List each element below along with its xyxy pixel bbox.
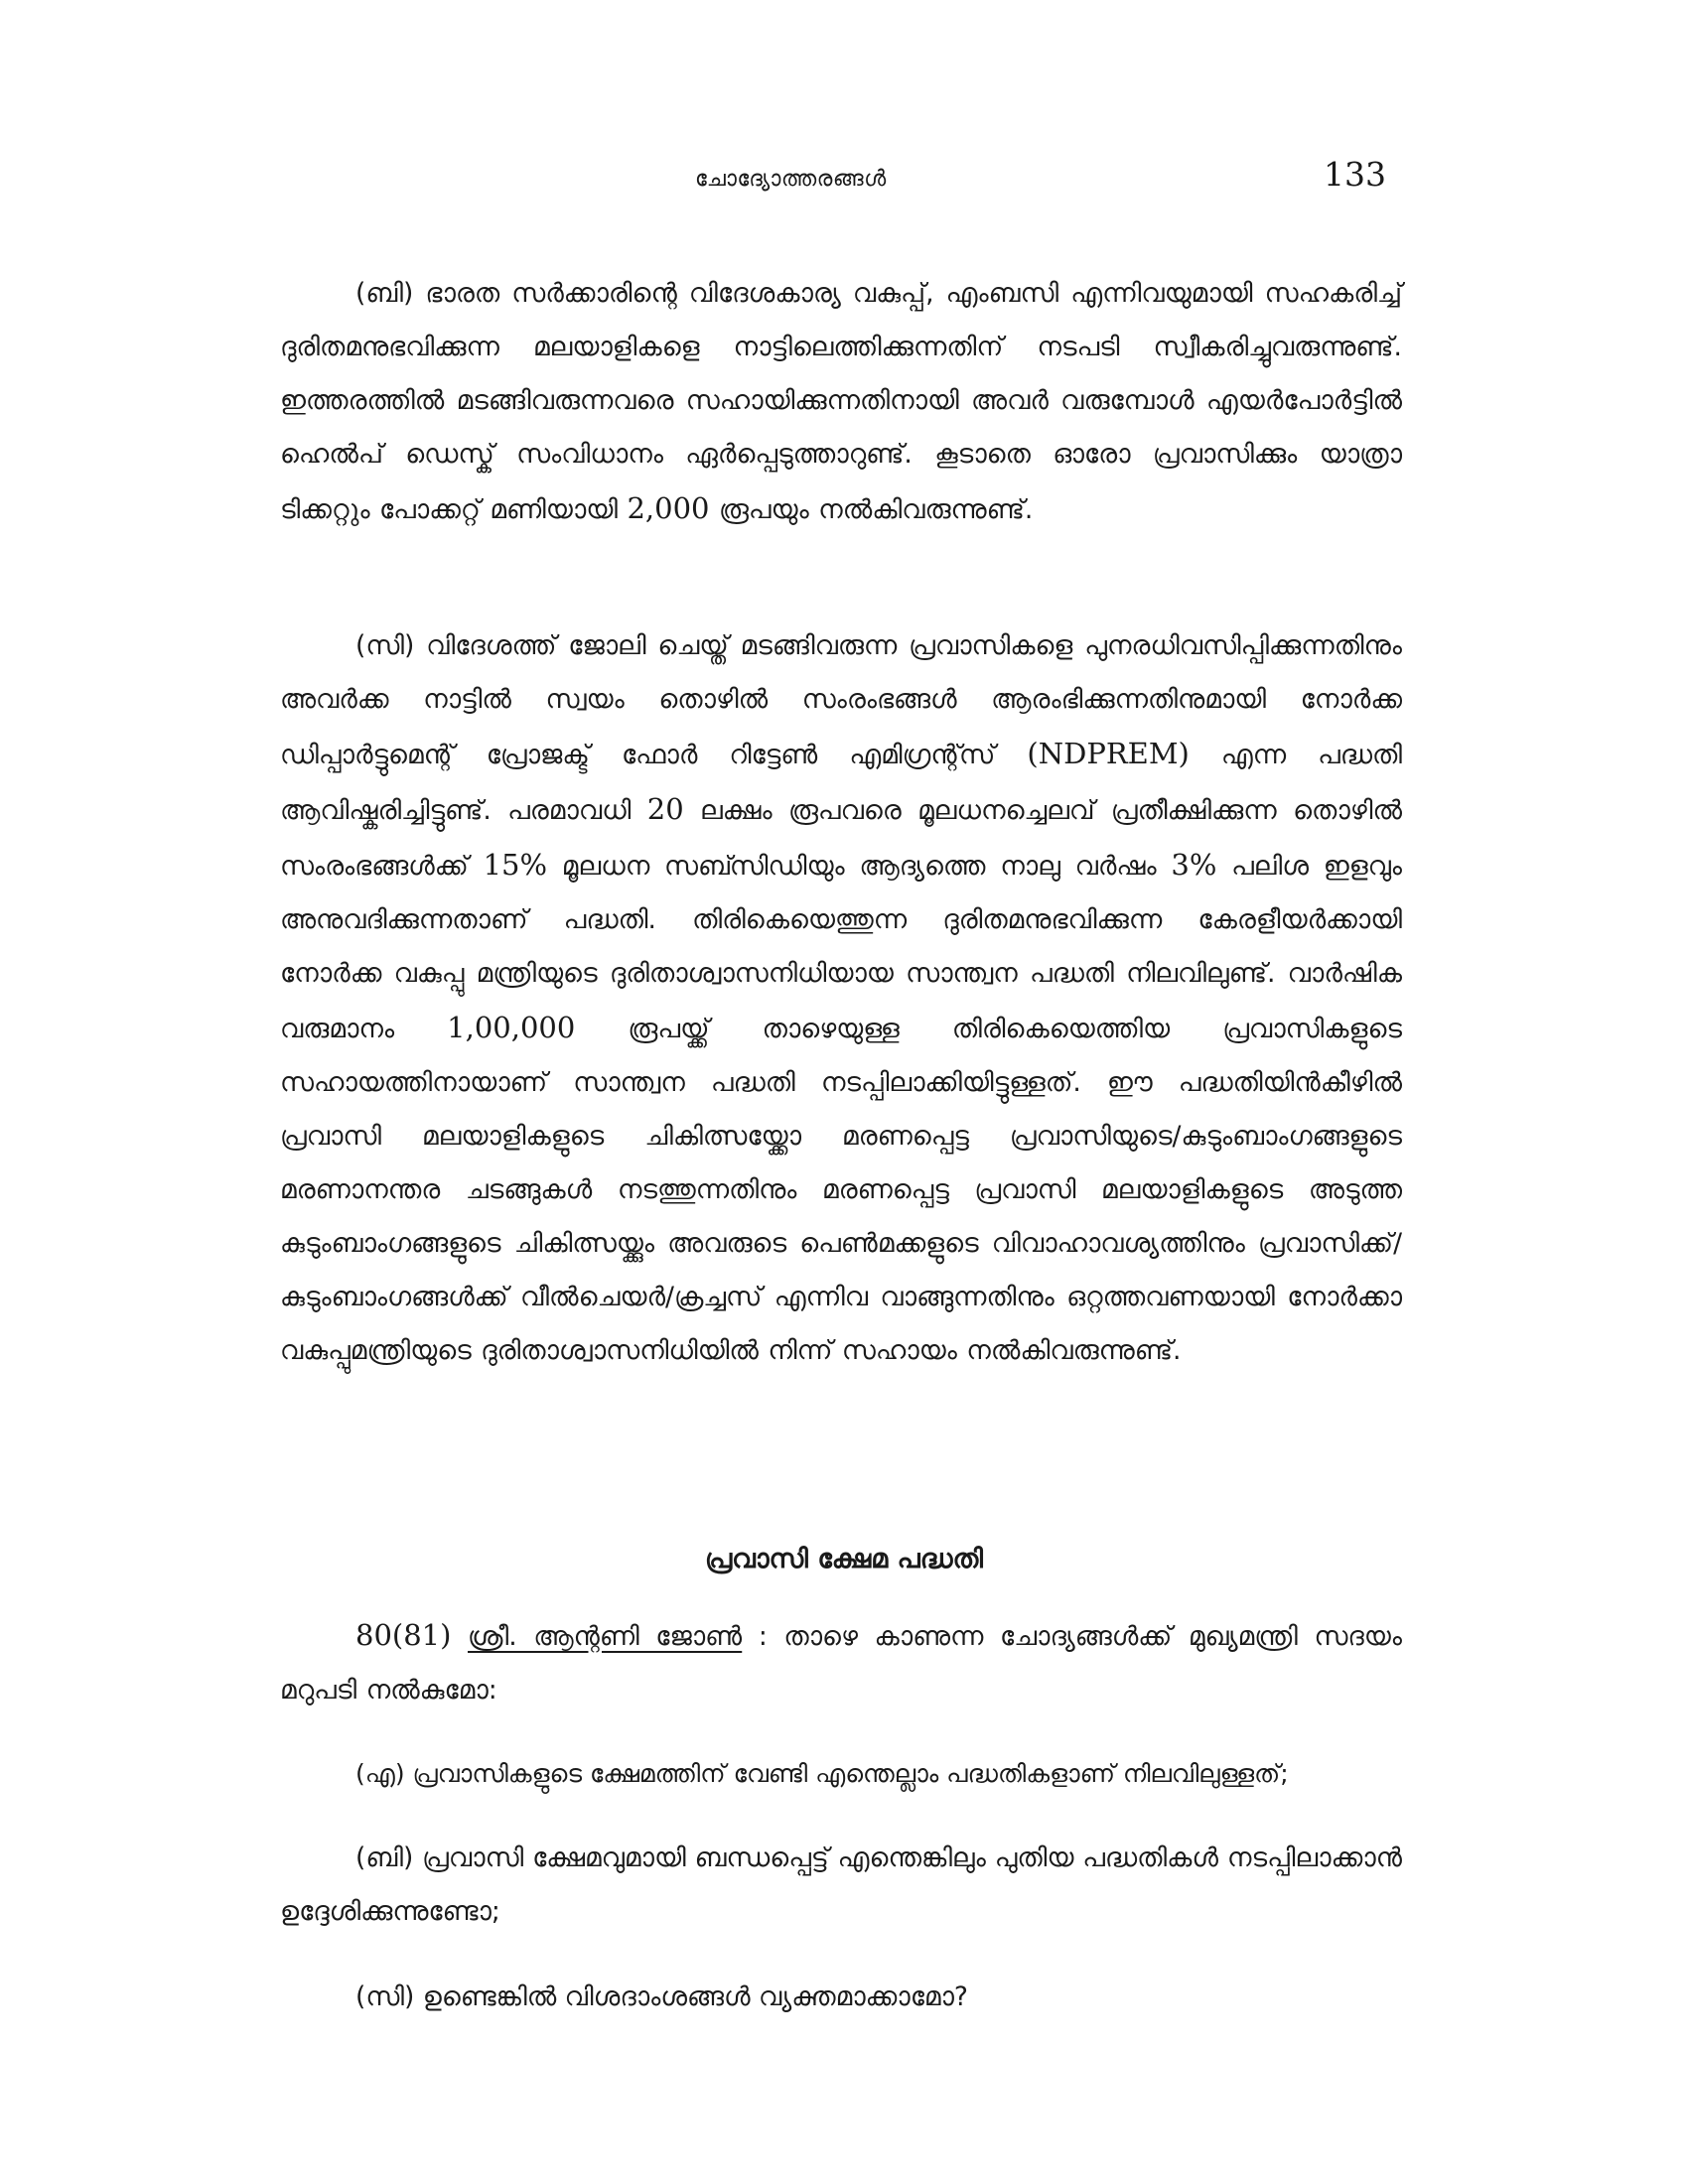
member-name: ശ്രീ. ആന്റണി ജോൺ (468, 1621, 743, 1652)
answer-paragraph-c (280, 619, 1402, 1378)
text-run: (ബി) ഭാരത സർക്കാരിന്റെ വിദേശകാര്യ വകുപ്പ്, എംബസി എന്നിവയുമായി സഹകരിച്ച് ദുരിതമനുഭവിക്കുന്ന മലയാളികളെ നാട്ടിലെത്തിക്കുന്നതിന് നടപടി സ്വീകരിച്ചുവരുന്നുണ്ട്. ഇത്തരത്തിൽ മടങ്ങിവരുന്നവരെ സഹായിക്കുന്നതിനായി അവർ വരുമ്പോൾ എയർപോർട്ടിൽ ഹെൽപ് ഡെസ്ക് സംവിധാനം ഏർപ്പെടുത്താറുണ്ട്. കൂടാതെ ഓരോ പ്രവാസിക്കും യാത്രാ ടിക്കറ്റും പോക്കറ്റ് മണിയായി (280, 278, 1402, 525)
text-run: രൂപയ്ക്ക് താഴെയുള്ള തിരികെയെത്തിയ പ്രവാസികളുടെ സഹായത്തിനായാണ് സാന്ത്വന പദ്ധതി നടപ്പിലാക്കിയിട്ടുള്ളത്. ഈ പദ്ധതിയിൻകീഴിൽ പ്രവാസി മലയാളികളുടെ ചികിത്സയ്ക്കോ മരണപ്പെട്ട പ്രവാസിയുടെ/കുടുംബാംഗങ്ങളുടെ മരണാനന്തര ചടങ്ങുകൾ നടത്തുന്നതിനും മരണപ്പെട്ട പ്രവാസി മലയാളികളുടെ അടുത്ത കുടുംബാംഗങ്ങളുടെ ചികിത്സയ്ക്കും അവരുടെ പെൺമക്കളുടെ വിവാഹാവശ്യത്തിനും പ്രവാസിക്ക്/കുടുംബാംഗങ്ങൾക്ക് വീൽചെയർ/ക്രച്ചസ് എന്നിവ വാങ്ങുന്നതിനും ഒറ്റത്തവണയായി നോർക്കാ വകുപ്പുമന്ത്രിയുടെ ദുരിതാശ്വാസനിധിയിൽ നിന്ന് സഹായം നൽകിവരുന്നുണ്ട്. (280, 1014, 1402, 1366)
scheme-acronym: (NDPREM) (1027, 737, 1190, 770)
text-run: രൂപയും നൽകിവരുന്നുണ്ട്. (709, 494, 1034, 525)
question-intro (280, 1608, 1402, 1717)
question-text: താഴെ കാണുന്ന ചോദ്യങ്ങൾക്ക് മുഖ്യമന്ത്രി സദയം മറുപടി നൽകുമോ: (280, 1621, 1402, 1706)
section-heading: പ്രവാസി ക്ഷേമ പദ്ധതി (704, 1544, 984, 1574)
question-item-b: (ബി) പ്രവാസി ക്ഷേമവുമായി ബന്ധപ്പെട്ട് എന്തെങ്കിലും പുതിയ പദ്ധതികൾ നടപ്പിലാക്കാൻ ഉദ്ദേശിക്കുന്നുണ്ടോ; (280, 1843, 1402, 1927)
question-item-c: (സി) ഉണ്ടെങ്കിൽ വിശദാംശങ്ങൾ വ്യക്തമാക്കാമോ? (355, 1981, 968, 2012)
text-run: എന്ന പദ്ധതി ആവിഷ്കരിച്ചിട്ടുണ്ട്. പരമാവധി (280, 740, 1402, 826)
question-item-a: (എ) പ്രവാസികളുടെ ക്ഷേമത്തിന് വേണ്ടി എന്തെല്ലാം പദ്ധതികളാണ് നിലവിലുള്ളത്; (355, 1759, 1289, 1788)
text-run: ലക്ഷം രൂപവരെ മൂലധനച്ചെലവ് പ്രതീക്ഷിക്കുന്ന തൊഴിൽ സംരംഭങ്ങൾക്ക് (280, 795, 1402, 882)
capital-limit: 20 (646, 792, 684, 826)
running-head: ചോദ്യോത്തരങ്ങൾ (695, 167, 887, 192)
income-limit: 1,00,000 (447, 1011, 576, 1044)
answer-paragraph-b (280, 267, 1402, 537)
text-run: പലിശ ഇളവും അനുവദിക്കുന്നതാണ് പദ്ധതി. തിരികെയെത്തുന്ന ദുരിതമനുഭവിക്കുന്ന കേരളീയർക്കായി നോർക്ക വകുപ്പു മന്ത്രിയുടെ ദുരിതാശ്വാസനിധിയായ സാന്ത്വന പദ്ധതി നിലവിലുണ്ട്. വാർഷിക വരുമാനം (280, 851, 1402, 1044)
page-number: 133 (1324, 155, 1386, 194)
question-number: 80(81) (355, 1618, 452, 1652)
text-run: (സി) വിദേശത്ത് ജോലി ചെയ്ത് മടങ്ങിവരുന്ന പ്രവാസികളെ പുനരധിവസിപ്പിക്കുന്നതിനും അവർക്ക നാട്ടിൽ സ്വയം തൊഴിൽ സംരംഭങ്ങൾ ആരംഭിക്കുന്നതിനുമായി നോർക്ക ഡിപ്പാർട്ടുമെന്റ് പ്രോജക്ട് ഫോർ റിട്ടേൺ എമിഗ്രന്റ്സ് (280, 630, 1402, 770)
interest-subsidy: 3% (1171, 848, 1217, 882)
ticket-amount: 2,000 (627, 491, 710, 525)
question-separator: : (742, 1621, 784, 1652)
text-run: മൂലധന സബ്സിഡിയും ആദ്യത്തെ നാലു വർഷം (547, 851, 1172, 882)
capital-subsidy: 15% (483, 848, 548, 882)
